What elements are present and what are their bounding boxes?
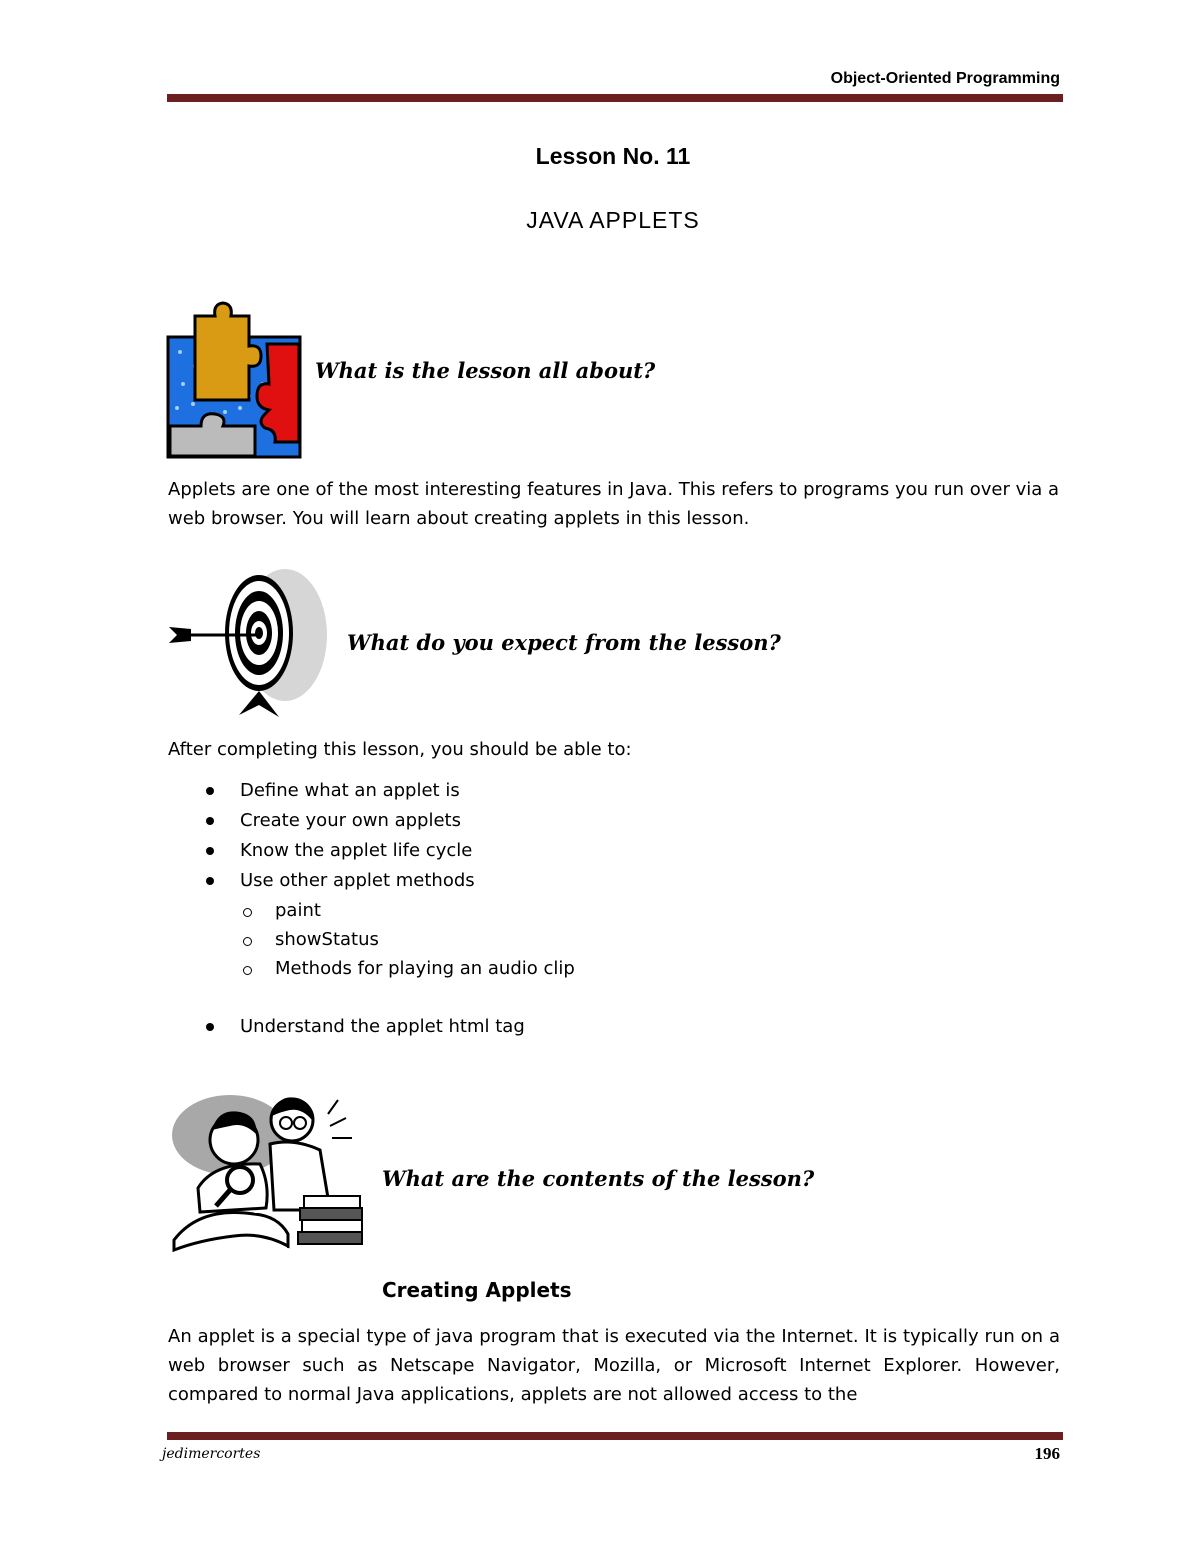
- objectives-list: [240, 776, 475, 896]
- circle-bullet-icon: [243, 966, 252, 975]
- puzzle-icon: [165, 300, 303, 460]
- circle-bullet-icon: [243, 908, 252, 917]
- list-item: Create your own applets: [240, 806, 475, 836]
- bullet-icon: [206, 1023, 214, 1031]
- sub-list-item: showStatus: [275, 925, 575, 954]
- lesson-number: Lesson No. 11: [535, 143, 691, 169]
- students-reading-icon: [170, 1090, 370, 1252]
- circle-bullet-icon: [243, 937, 252, 946]
- list-item: Use other applet methods: [240, 866, 475, 896]
- lesson-title: JAVA APPLETS: [526, 207, 700, 233]
- list-item: Understand the applet html tag: [240, 1012, 525, 1042]
- bullet-icon: [206, 817, 214, 825]
- section-expect-heading: What do you expect from the lesson?: [347, 630, 781, 655]
- bullet-icon: [206, 787, 214, 795]
- bullet-icon: [206, 877, 214, 885]
- header-rule: [167, 94, 1063, 102]
- creating-applets-heading: Creating Applets: [382, 1278, 572, 1302]
- sub-list-item: Methods for playing an audio clip: [275, 954, 575, 983]
- section-about-body: Applets are one of the most interesting features in Java. This refers to programs you run over via a web browser. You will learn about creating applets in this lesson.: [168, 479, 1060, 529]
- section-contents-body: An applet is a special type of java program that is executed via the Internet. It is typically run on a web browser such as Netscape Navigator, Mozilla, or Microsoft Internet Explorer. However, compared to normal Java applications, applets are not allowed access to the: [168, 1326, 1060, 1405]
- sub-list-item: paint: [275, 896, 575, 925]
- footer-rule: [167, 1432, 1063, 1440]
- section-expect-intro: After completing this lesson, you should be able to:: [168, 739, 632, 760]
- running-header: Object-Oriented Programming: [830, 70, 1060, 87]
- author-signature: jedimercortes: [162, 1446, 261, 1462]
- bullet-icon: [206, 847, 214, 855]
- list-item: Know the applet life cycle: [240, 836, 475, 866]
- objectives-list-continued: [240, 1012, 525, 1042]
- target-arrow-icon: [167, 565, 337, 725]
- methods-sublist: [275, 896, 575, 983]
- section-contents-heading: What are the contents of the lesson?: [382, 1166, 815, 1191]
- section-about-heading: What is the lesson all about?: [315, 358, 656, 383]
- list-item: Define what an applet is: [240, 776, 475, 806]
- page-number: 196: [1034, 1444, 1060, 1463]
